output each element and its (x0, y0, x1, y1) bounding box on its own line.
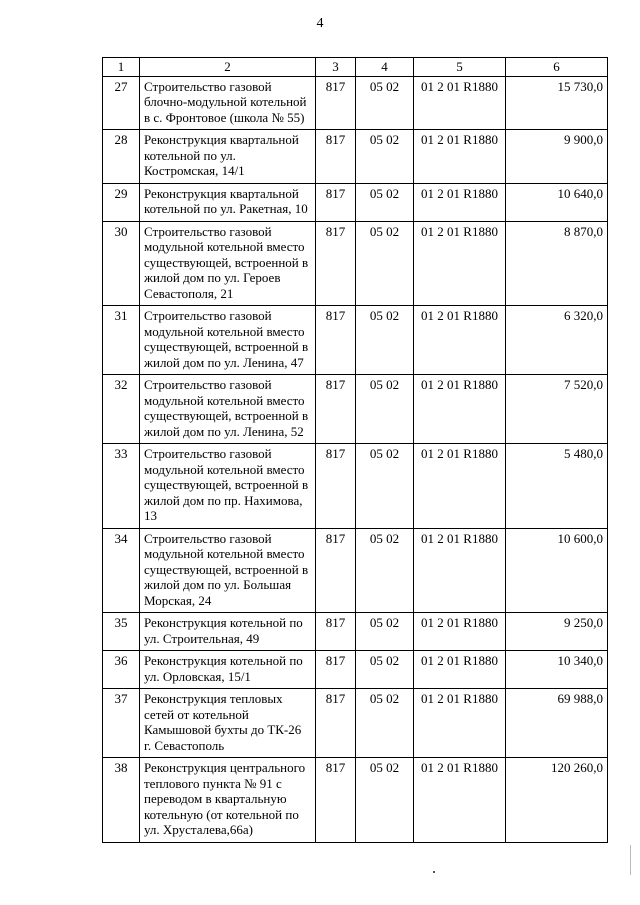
row-number: 30 (103, 221, 140, 306)
amount: 69 988,0 (506, 689, 608, 758)
project-name: Строительство газовой блочно-модульной котельной в с. Фронтовое (школа № 55) (140, 76, 316, 130)
project-name: Строительство газовой модульной котельной вместо существующей, встроенной в жилой дом по ул. Ленина, 47 (140, 306, 316, 375)
table-row (103, 444, 608, 529)
section-code: 05 02 (356, 444, 414, 529)
section-code: 05 02 (356, 613, 414, 651)
table-row (103, 183, 608, 221)
section-code: 05 02 (356, 528, 414, 613)
table-row (103, 76, 608, 130)
column-header-6: 6 (506, 58, 608, 77)
amount: 10 340,0 (506, 651, 608, 689)
row-number: 38 (103, 758, 140, 843)
amount: 120 260,0 (506, 758, 608, 843)
table-row (103, 528, 608, 613)
table-row (103, 651, 608, 689)
section-code: 05 02 (356, 651, 414, 689)
row-number: 27 (103, 76, 140, 130)
table-row (103, 221, 608, 306)
page-number: 4 (316, 16, 324, 31)
table-row (103, 306, 608, 375)
project-name: Реконструкция котельной по ул. Орловская, 15/1 (140, 651, 316, 689)
department-code: 817 (316, 528, 356, 613)
table-row (103, 689, 608, 758)
target-article-code: 01 2 01 R1880 (414, 306, 506, 375)
amount: 7 520,0 (506, 375, 608, 444)
amount: 10 640,0 (506, 183, 608, 221)
scan-edge-mark (630, 845, 637, 875)
department-code: 817 (316, 306, 356, 375)
target-article-code: 01 2 01 R1880 (414, 221, 506, 306)
section-code: 05 02 (356, 76, 414, 130)
section-code: 05 02 (356, 375, 414, 444)
department-code: 817 (316, 758, 356, 843)
amount: 9 250,0 (506, 613, 608, 651)
column-header-2: 2 (140, 58, 316, 77)
project-name: Реконструкция котельной по ул. Строительная, 49 (140, 613, 316, 651)
department-code: 817 (316, 689, 356, 758)
project-name: Реконструкция квартальной котельной по ул. Костромская, 14/1 (140, 130, 316, 184)
project-name: Строительство газовой модульной котельной вместо существующей, встроенной в жилой дом по пр. Нахимова, 13 (140, 444, 316, 529)
department-code: 817 (316, 183, 356, 221)
section-code: 05 02 (356, 689, 414, 758)
row-number: 32 (103, 375, 140, 444)
row-number: 29 (103, 183, 140, 221)
row-number: 31 (103, 306, 140, 375)
department-code: 817 (316, 375, 356, 444)
section-code: 05 02 (356, 183, 414, 221)
target-article-code: 01 2 01 R1880 (414, 758, 506, 843)
target-article-code: 01 2 01 R1880 (414, 444, 506, 529)
project-name: Строительство газовой модульной котельной вместо существующей, встроенной в жилой дом по ул. Большая Морская, 24 (140, 528, 316, 613)
amount: 10 600,0 (506, 528, 608, 613)
table-row (103, 375, 608, 444)
amount: 15 730,0 (506, 76, 608, 130)
project-name: Реконструкция тепловых сетей от котельной Камышовой бухты до ТК-26 г. Севастополь (140, 689, 316, 758)
table-row (103, 130, 608, 184)
scan-dot (433, 871, 435, 873)
project-name: Строительство газовой модульной котельной вместо существующей, встроенной в жилой дом по ул. Героев Севастополя, 21 (140, 221, 316, 306)
amount: 6 320,0 (506, 306, 608, 375)
amount: 8 870,0 (506, 221, 608, 306)
section-code: 05 02 (356, 306, 414, 375)
target-article-code: 01 2 01 R1880 (414, 130, 506, 184)
department-code: 817 (316, 221, 356, 306)
target-article-code: 01 2 01 R1880 (414, 375, 506, 444)
project-name: Строительство газовой модульной котельной вместо существующей, встроенной в жилой дом по ул. Ленина, 52 (140, 375, 316, 444)
section-code: 05 02 (356, 221, 414, 306)
column-header-3: 3 (316, 58, 356, 77)
header-row (103, 58, 608, 77)
department-code: 817 (316, 76, 356, 130)
section-code: 05 02 (356, 130, 414, 184)
target-article-code: 01 2 01 R1880 (414, 651, 506, 689)
column-header-1: 1 (103, 58, 140, 77)
row-number: 37 (103, 689, 140, 758)
row-number: 36 (103, 651, 140, 689)
amount: 5 480,0 (506, 444, 608, 529)
department-code: 817 (316, 651, 356, 689)
row-number: 34 (103, 528, 140, 613)
row-number: 33 (103, 444, 140, 529)
row-number: 28 (103, 130, 140, 184)
target-article-code: 01 2 01 R1880 (414, 689, 506, 758)
target-article-code: 01 2 01 R1880 (414, 528, 506, 613)
table-row (103, 613, 608, 651)
row-number: 35 (103, 613, 140, 651)
column-header-4: 4 (356, 58, 414, 77)
project-name: Реконструкция квартальной котельной по ул. Ракетная, 10 (140, 183, 316, 221)
department-code: 817 (316, 613, 356, 651)
column-header-5: 5 (414, 58, 506, 77)
target-article-code: 01 2 01 R1880 (414, 76, 506, 130)
target-article-code: 01 2 01 R1880 (414, 183, 506, 221)
table-row (103, 758, 608, 843)
amount: 9 900,0 (506, 130, 608, 184)
department-code: 817 (316, 444, 356, 529)
section-code: 05 02 (356, 758, 414, 843)
department-code: 817 (316, 130, 356, 184)
target-article-code: 01 2 01 R1880 (414, 613, 506, 651)
budget-table (102, 57, 608, 843)
project-name: Реконструкция центрального теплового пункта № 91 с переводом в квартальную котельную (от котельной по ул. Хрусталева,66а) (140, 758, 316, 843)
